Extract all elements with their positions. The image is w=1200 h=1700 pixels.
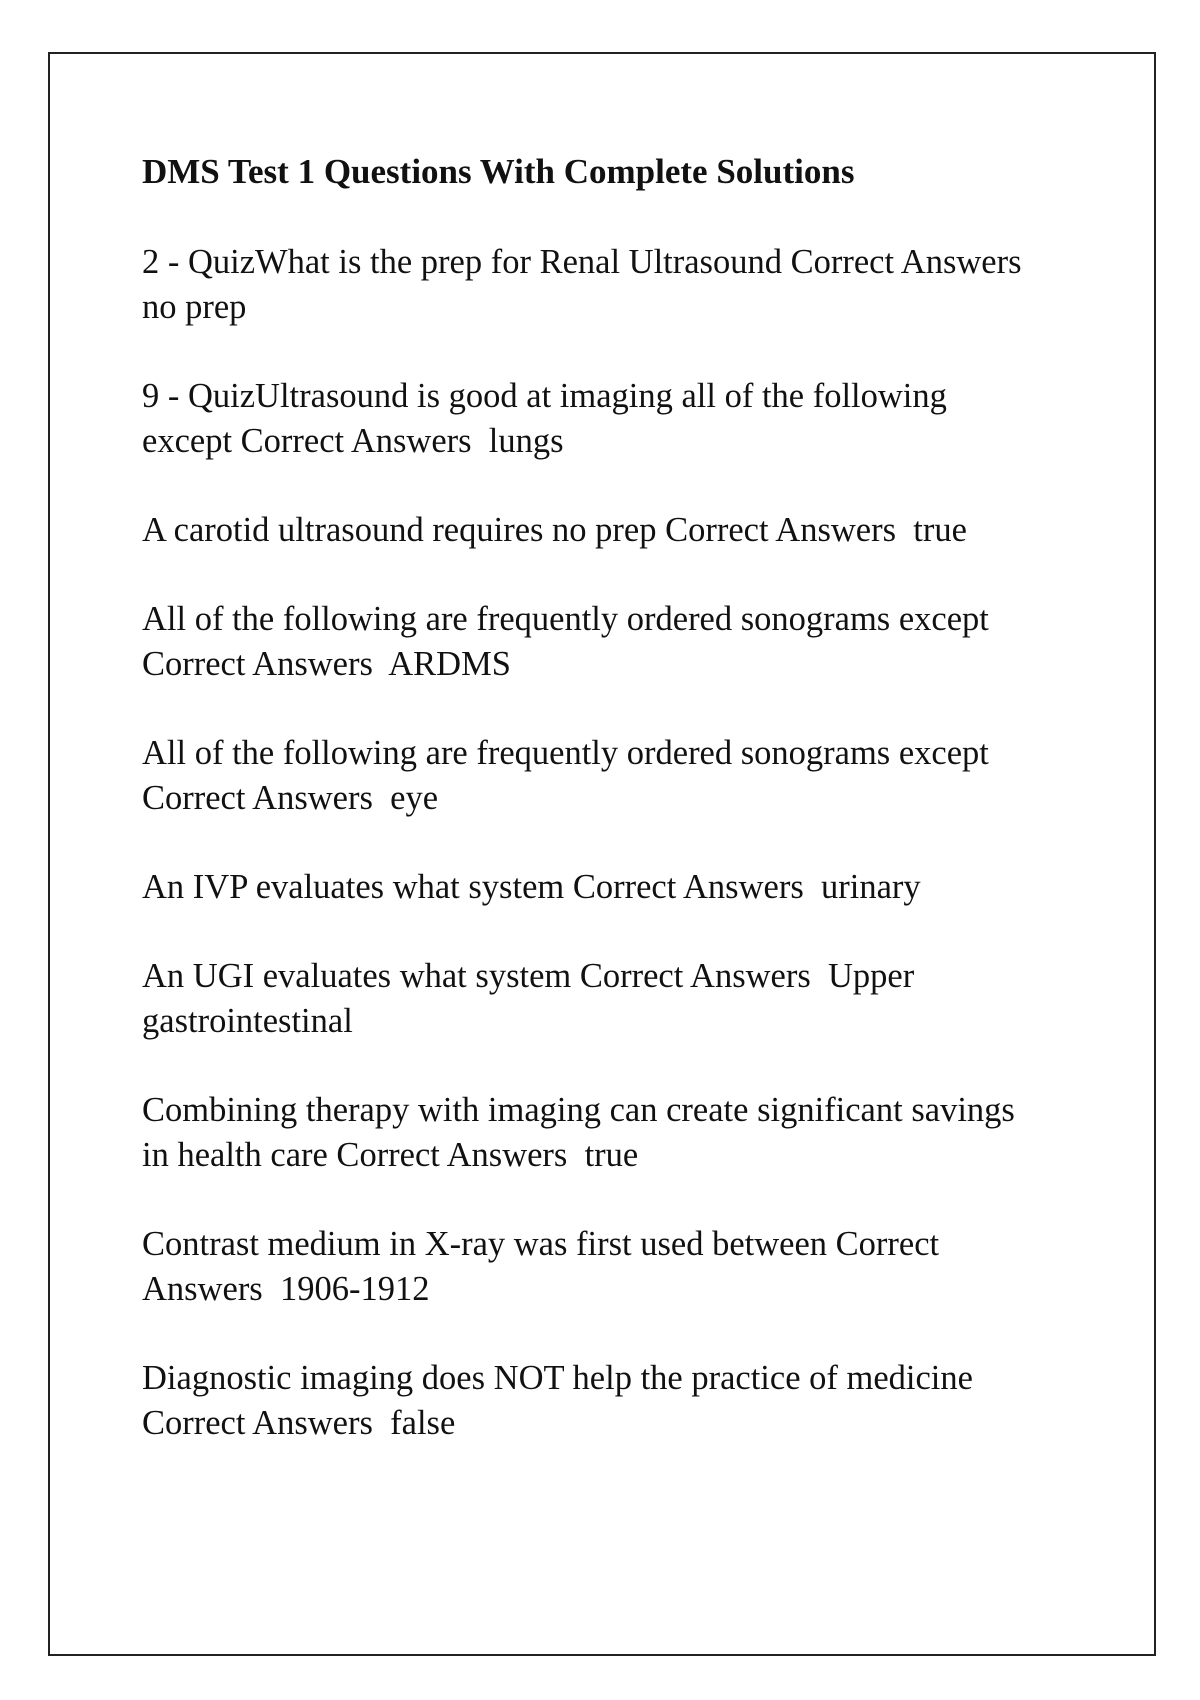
qa-item: 9 - QuizUltrasound is good at imaging all of the following except Correct Answers lungs	[142, 377, 947, 460]
qa-item: All of the following are frequently ordered sonograms except Correct Answers ARDMS	[142, 600, 989, 683]
qa-item: All of the following are frequently ordered sonograms except Correct Answers eye	[142, 734, 989, 817]
qa-item: 2 - QuizWhat is the prep for Renal Ultrasound Correct Answers no prep	[142, 243, 1022, 326]
qa-item: Diagnostic imaging does NOT help the practice of medicine Correct Answers false	[142, 1359, 973, 1442]
qa-item: Combining therapy with imaging can create significant savings in health care Correct Answers true	[142, 1091, 1015, 1174]
qa-list	[142, 240, 1072, 1446]
qa-item: Contrast medium in X-ray was first used between Correct Answers 1906-1912	[142, 1225, 940, 1308]
qa-item: An UGI evaluates what system Correct Answers Upper gastrointestinal	[142, 957, 915, 1040]
document-title: DMS Test 1 Questions With Complete Solutions	[142, 152, 855, 191]
qa-item: An IVP evaluates what system Correct Answers urinary	[142, 868, 921, 906]
qa-item: A carotid ultrasound requires no prep Correct Answers true	[142, 511, 967, 549]
document-content	[142, 150, 1072, 1490]
